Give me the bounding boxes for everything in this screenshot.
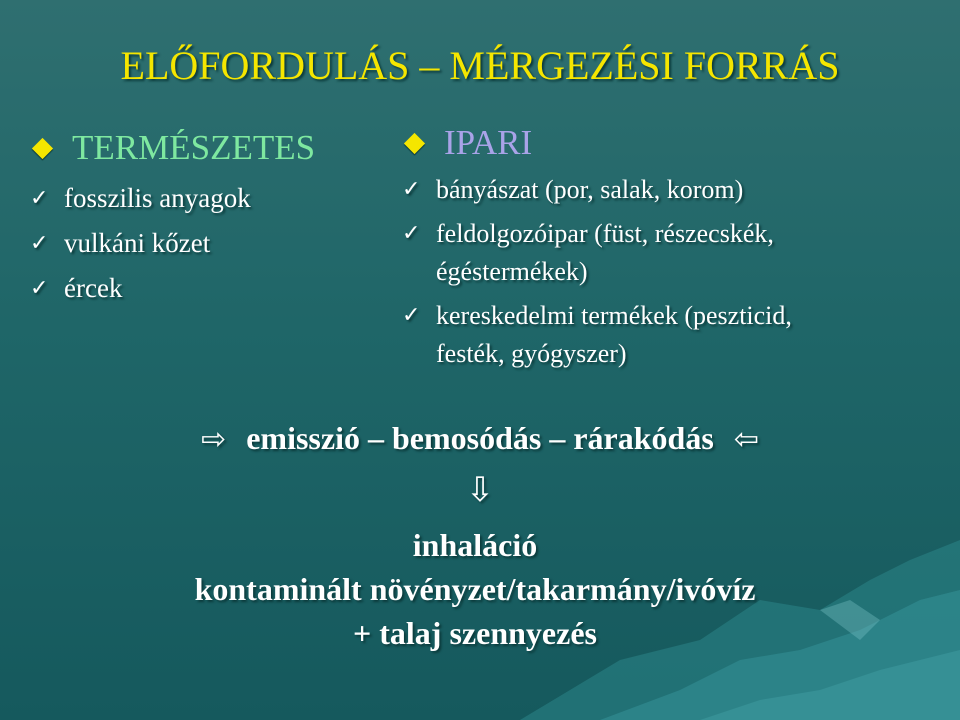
check-icon: ✓ xyxy=(30,186,49,211)
industrial-sources-list xyxy=(402,171,947,373)
check-icon: ✓ xyxy=(402,303,421,328)
natural-heading-text: TERMÉSZETES xyxy=(72,128,316,167)
hollow-right-arrow-icon: ⇨ xyxy=(201,422,227,457)
industrial-sources-column xyxy=(402,123,947,379)
slide-title: ELŐFORDULÁS – MÉRGEZÉSI FORRÁS xyxy=(120,43,840,88)
hollow-down-arrow-icon: ⇩ xyxy=(465,470,495,510)
diamond-icon xyxy=(32,137,53,158)
list-item: ✓ ércek xyxy=(30,266,390,311)
check-icon: ✓ xyxy=(402,221,421,246)
check-icon: ✓ xyxy=(30,231,49,256)
natural-sources-column xyxy=(30,128,390,311)
list-item: ✓ kereskedelmi termékek (peszticid, festék, gyógyszer) xyxy=(402,297,947,373)
exposure-outcome xyxy=(0,523,960,655)
pathway-text: emisszió – bemosódás – rárakódás xyxy=(246,420,714,456)
outcome-line-2: kontaminált növényzet/takarmány/ivóvíz xyxy=(194,571,756,607)
hollow-left-arrow-icon: ⇦ xyxy=(733,422,759,457)
check-icon: ✓ xyxy=(402,177,421,202)
industrial-sources-heading xyxy=(402,123,947,163)
check-icon: ✓ xyxy=(30,276,49,301)
list-item: ✓ fosszilis anyagok xyxy=(30,176,390,221)
list-item: ✓ vulkáni kőzet xyxy=(30,221,390,266)
natural-sources-heading xyxy=(30,128,390,168)
list-item: ✓ bányászat (por, salak, korom) xyxy=(402,171,947,209)
outcome-line-1: inhaláció xyxy=(412,527,538,563)
list-item: ✓ feldolgozóipar (füst, részecskék, égéstermékek) xyxy=(402,215,947,291)
industrial-heading-text: IPARI xyxy=(444,123,533,162)
outcome-line-3: + talaj szennyezés xyxy=(353,615,597,651)
natural-sources-list xyxy=(30,176,390,311)
diamond-icon xyxy=(404,132,425,153)
exposure-pathway xyxy=(0,420,960,457)
